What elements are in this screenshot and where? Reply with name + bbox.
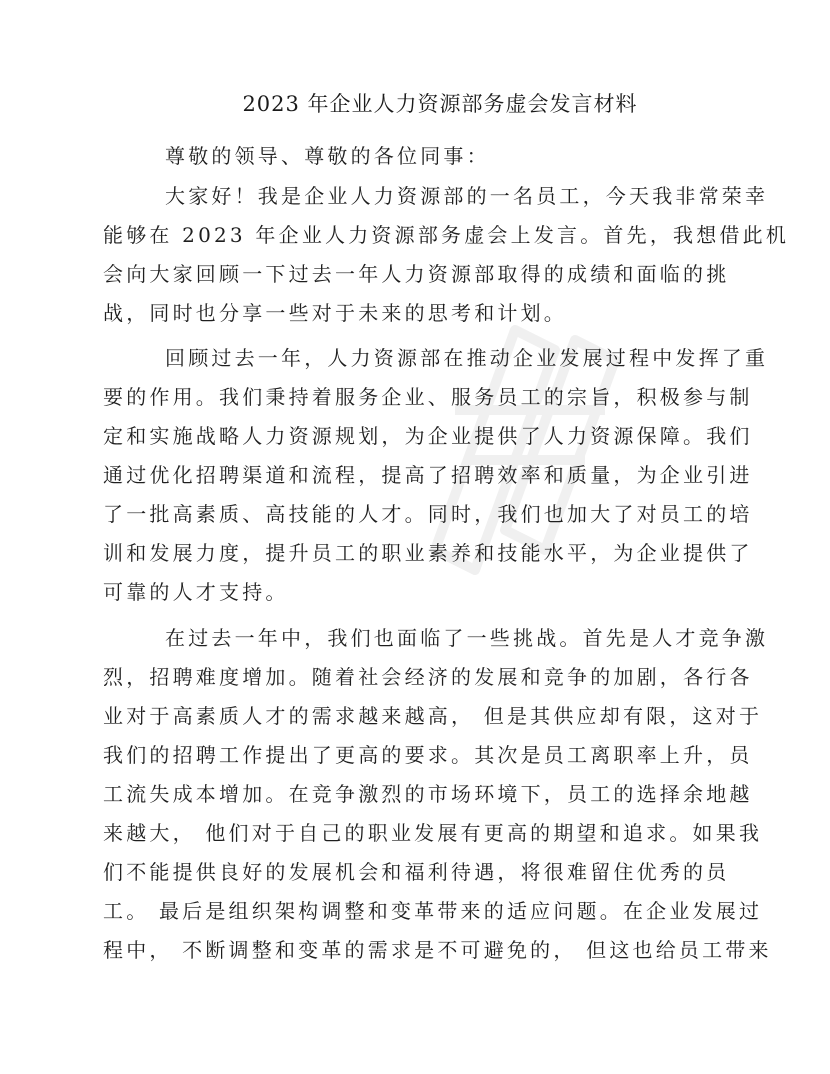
paragraph-1-line-1: 大家好！我是企业人力资源部的一名员工，今天我非常荣幸: [165, 184, 769, 208]
paragraph-2-line-4: 通过优化招聘渠道和流程，提高了招聘效率和质量，为企业引进: [103, 463, 753, 487]
paragraph-3-line-4: 我们的招聘工作提出了更高的要求。其次是员工离职率上升，员: [103, 743, 753, 767]
paragraph-3-line-5: 工流失成本增加。在竞争激烈的市场环境下，员工的选择余地越: [103, 782, 753, 806]
paragraph-2-line-7: 可靠的人才支持。: [103, 580, 289, 604]
paragraph-3-line-7: 们不能提供良好的发展机会和福利待遇，将很难留住优秀的员: [103, 860, 730, 884]
salutation: 尊敬的领导、尊敬的各位同事：: [165, 144, 490, 168]
paragraph-3-line-9: 程中， 不断调整和变革的需求是不可避免的， 但这也给员工带来: [103, 938, 772, 962]
paragraph-3-line-2: 烈，招聘难度增加。随着社会经济的发展和竞争的加剧，各行各: [103, 665, 753, 689]
paragraph-2-line-1: 回顾过去一年，人力资源部在推动企业发展过程中发挥了重: [165, 346, 769, 370]
paragraph-1-line-2: 能够在 2023 年企业人力资源部务虚会上发言。首先，我想借此机: [103, 223, 790, 247]
paragraph-1-line-3: 会向大家回顾一下过去一年人力资源部取得的成绩和面临的挑: [103, 262, 730, 286]
paragraph-3-line-6: 来越大， 他们对于自己的职业发展有更高的期望和追求。如果我: [103, 821, 763, 845]
paragraph-1-line-4: 战，同时也分享一些对于未来的思考和计划。: [103, 301, 567, 325]
paragraph-2-line-2: 要的作用。我们秉持着服务企业、服务员工的宗旨，积极参与制: [103, 385, 753, 409]
paragraph-3-line-3: 业对于高素质人才的需求越来越高， 但是其供应却有限，这对于: [103, 704, 763, 728]
paragraph-2-line-3: 定和实施战略人力资源规划，为企业提供了人力资源保障。我们: [103, 424, 753, 448]
paragraph-3-line-1: 在过去一年中，我们也面临了一些挑战。首先是人才竞争激: [165, 626, 769, 650]
paragraph-3-line-8: 工。 最后是组织架构调整和变革带来的适应问题。在企业发展过: [103, 899, 763, 923]
document-title: 2023 年企业人力资源部务虚会发言材料: [242, 92, 638, 116]
paragraph-2-line-6: 训和发展力度，提升员工的职业素养和技能水平，为企业提供了: [103, 541, 753, 565]
paragraph-2-line-5: 了一批高素质、高技能的人才。同时，我们也加大了对员工的培: [103, 502, 753, 526]
